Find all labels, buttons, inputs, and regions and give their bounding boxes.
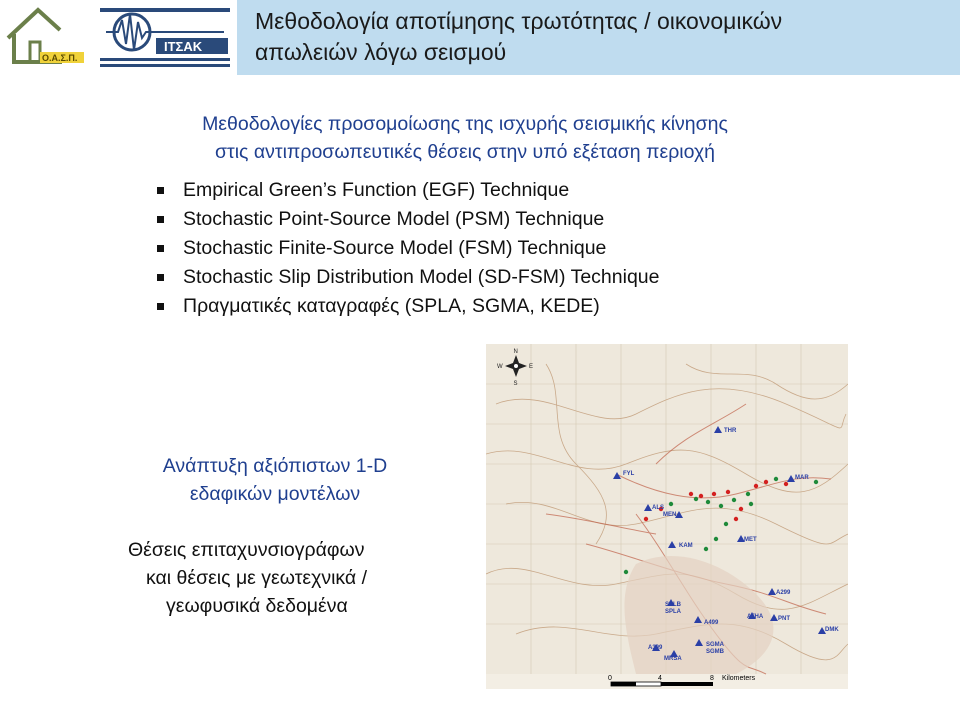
technique-list-item <box>157 234 660 263</box>
station-label: FYL <box>623 471 635 477</box>
technique-label: Stochastic Point-Source Model (PSM) Technique <box>183 208 605 230</box>
soil-model-heading-line-1: Ανάπτυξη αξιόπιστων 1-D <box>162 455 388 477</box>
technique-list <box>157 176 660 321</box>
itsak-logo <box>92 0 237 75</box>
technique-label: Πραγματικές καταγραφές (SPLA, SGMA, KEDE) <box>183 295 600 317</box>
slide-title <box>255 6 945 68</box>
technique-list-item <box>157 205 660 234</box>
station-label: A399 <box>648 645 663 651</box>
scale-label-8: 8 <box>710 675 714 682</box>
station-label: ALS <box>652 505 664 511</box>
station-label: MRSA <box>664 656 682 662</box>
section-subtitle <box>120 110 810 166</box>
technique-list-item <box>157 176 660 205</box>
slide-title-line-2: απωλειών λόγω σεισμού <box>255 39 507 65</box>
itsak-logo-text: ΙΤΣΑΚ <box>164 39 203 54</box>
soil-model-heading <box>100 452 450 508</box>
station-label: THR <box>724 428 737 434</box>
slide-title-line-1: Μεθοδολογία αποτίμησης τρωτότητας / οικονομικών <box>255 8 783 34</box>
scale-unit: Kilometers <box>722 675 756 682</box>
compass-s-label: S <box>513 381 518 387</box>
station-label: SGMA <box>706 642 724 648</box>
technique-list-item <box>157 263 660 292</box>
station-label: PNT <box>778 616 790 622</box>
station-label: DMK <box>825 627 839 633</box>
technique-label: Empirical Green’s Function (EGF) Technique <box>183 179 570 201</box>
compass-e-label: E <box>529 364 534 370</box>
bullet-square-icon <box>157 216 164 223</box>
bullet-square-icon <box>157 187 164 194</box>
sites-line-3: γεωφυσικά δεδομένα <box>166 595 348 617</box>
bullet-square-icon <box>157 303 164 310</box>
technique-label: Stochastic Finite-Source Model (FSM) Technique <box>183 237 607 259</box>
scale-label-4: 4 <box>658 675 662 682</box>
soil-model-heading-line-2: εδαφικών μοντέλων <box>189 483 361 505</box>
oasp-logo <box>0 0 92 75</box>
station-label: ATHA <box>747 614 764 620</box>
bullet-square-icon <box>157 274 164 281</box>
scale-label-0: 0 <box>608 675 612 682</box>
station-label: KAM <box>679 543 693 549</box>
station-label: MAR <box>795 475 809 481</box>
section-subtitle-line-1: Μεθοδολογίες προσομοίωσης της ισχυρής σεισμικής κίνησης <box>202 113 728 135</box>
sites-line-1: Θέσεις επιταχυνσιογράφων <box>128 539 365 561</box>
header-bar <box>0 0 960 75</box>
station-label: SPLB <box>665 602 682 608</box>
compass-n-label: N <box>513 349 518 355</box>
bullet-square-icon <box>157 245 164 252</box>
sites-description <box>80 536 470 620</box>
station-label: SGMB <box>706 649 724 655</box>
station-label: SPLA <box>665 609 682 615</box>
station-label: MET <box>744 537 757 543</box>
station-label: A499 <box>704 620 719 626</box>
station-map <box>486 344 848 689</box>
sites-line-2: και θέσεις με γεωτεχνικά / <box>146 567 368 589</box>
technique-label: Stochastic Slip Distribution Model (SD-FSM) Technique <box>183 266 660 288</box>
station-label: A299 <box>776 590 791 596</box>
section-subtitle-line-2: στις αντιπροσωπευτικές θέσεις στην υπό εξέταση περιοχή <box>214 141 716 163</box>
station-label: MEN <box>663 512 677 518</box>
compass-w-label: W <box>497 364 503 370</box>
oasp-logo-text: Ο.Α.Σ.Π. <box>42 53 78 63</box>
technique-list-item <box>157 292 660 321</box>
